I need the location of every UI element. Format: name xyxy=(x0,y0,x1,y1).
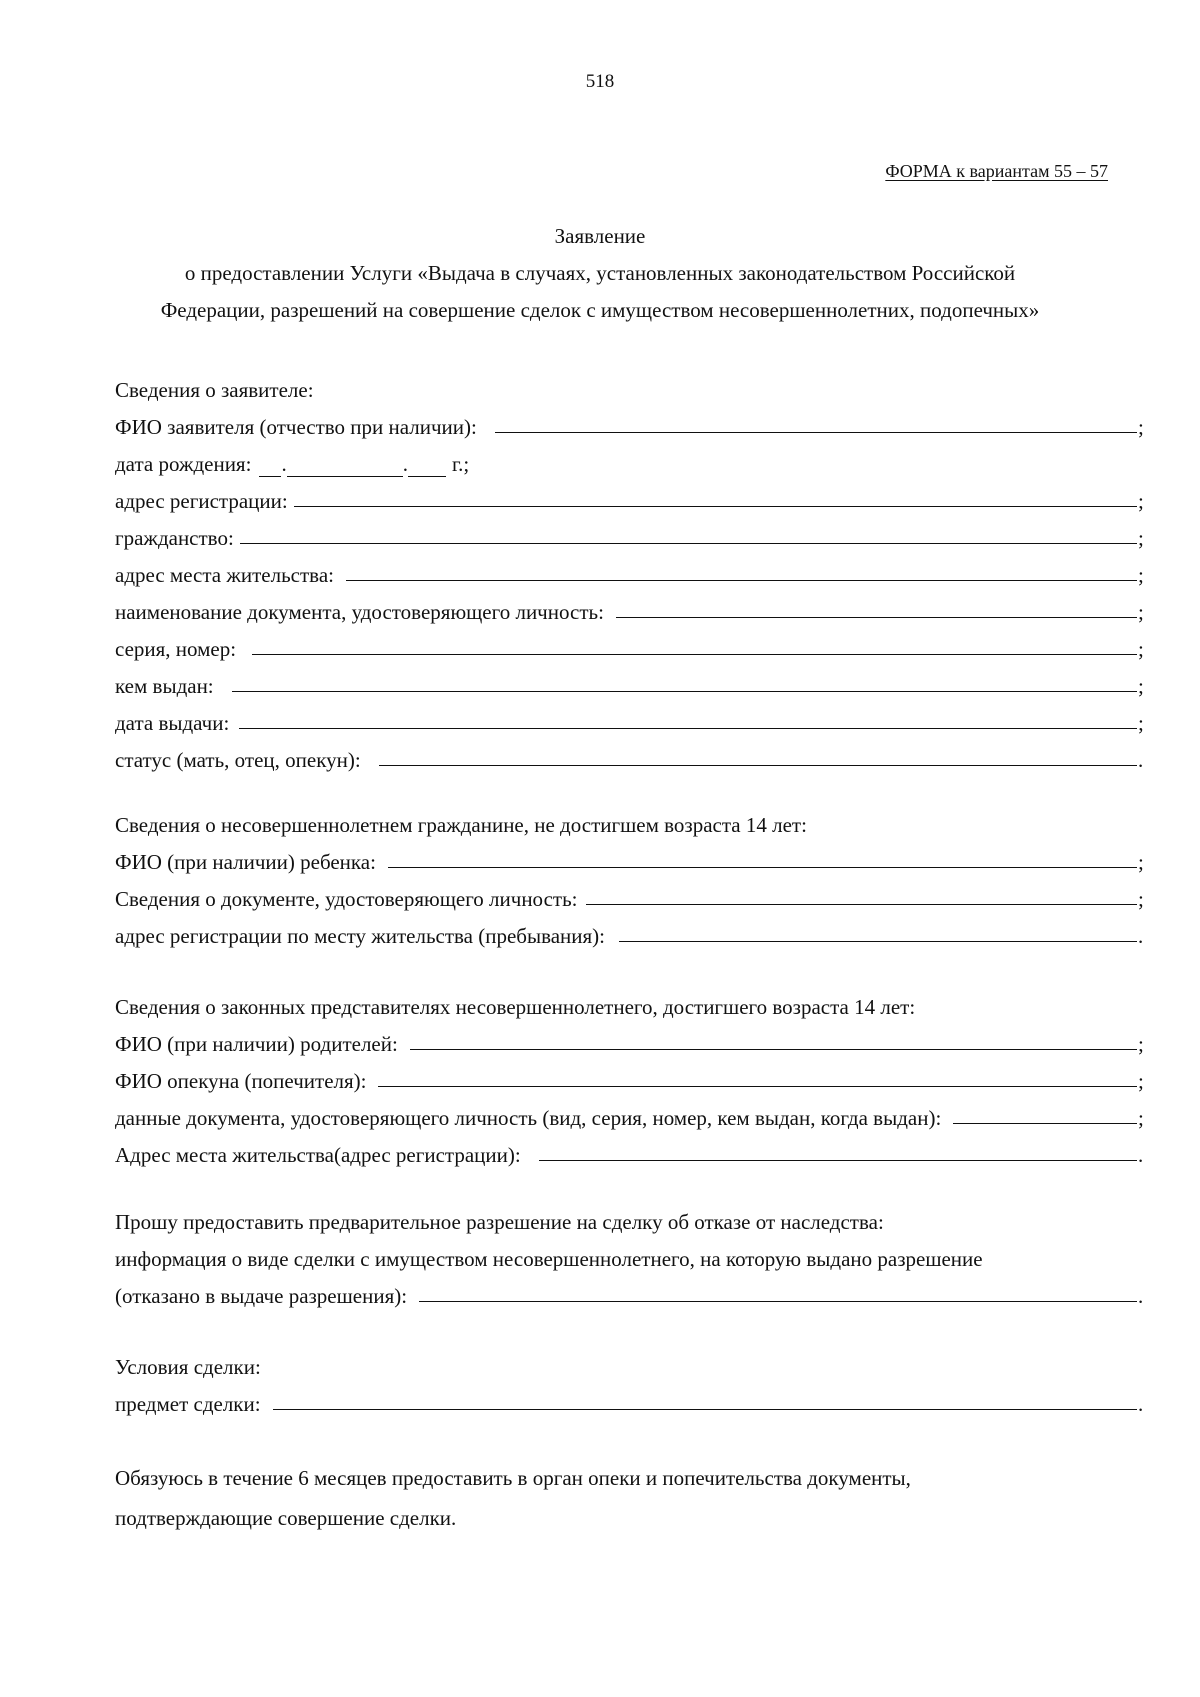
residence-address-row xyxy=(115,551,1147,588)
year-suffix: г.; xyxy=(451,452,470,476)
child-id-document-row xyxy=(115,875,1147,912)
period: . xyxy=(1138,1143,1144,1167)
minor-section xyxy=(115,801,1147,949)
citizenship-label: гражданство: xyxy=(115,526,234,550)
request-line-3-row xyxy=(115,1272,1147,1309)
representatives-section xyxy=(115,983,1147,1168)
subject-field[interactable] xyxy=(273,1387,1137,1410)
id-document-name-field[interactable] xyxy=(616,595,1137,618)
citizenship-field[interactable] xyxy=(240,521,1137,544)
semicolon: ; xyxy=(1138,637,1144,661)
id-document-name-label: наименование документа, удостоверяющего личность: xyxy=(115,600,604,624)
registration-address-label: адрес регистрации: xyxy=(115,489,288,513)
residence-address-label: адрес места жительства: xyxy=(115,563,334,587)
issue-date-field[interactable] xyxy=(239,706,1137,729)
semicolon: ; xyxy=(1138,563,1144,587)
child-id-document-label: Сведения о документе, удостоверяющего личность: xyxy=(115,887,578,911)
id-document-name-row xyxy=(115,588,1147,625)
rep-id-document-field[interactable] xyxy=(953,1101,1137,1124)
birth-year-field[interactable] xyxy=(408,456,446,477)
birth-day-field[interactable] xyxy=(259,456,281,477)
semicolon: ; xyxy=(1138,600,1144,624)
semicolon: ; xyxy=(1138,1032,1144,1056)
issue-date-row xyxy=(115,699,1147,736)
applicant-section xyxy=(115,366,1147,773)
title-line-1: Заявление xyxy=(554,224,646,248)
applicant-fio-row xyxy=(115,403,1147,440)
period: . xyxy=(1138,924,1144,948)
registration-address-field[interactable] xyxy=(294,484,1137,507)
semicolon: ; xyxy=(1138,1106,1144,1130)
series-number-field[interactable] xyxy=(252,632,1137,655)
request-line-2: информация о виде сделки с имуществом несовершеннолетнего, на которую выдано разрешение xyxy=(115,1247,983,1271)
residence-address-field[interactable] xyxy=(346,558,1137,581)
applicant-fio-label: ФИО заявителя (отчество при наличии): xyxy=(115,415,477,439)
semicolon: ; xyxy=(1138,674,1144,698)
issued-by-row xyxy=(115,662,1147,699)
subject-label: предмет сделки: xyxy=(115,1392,261,1416)
status-field[interactable] xyxy=(379,743,1137,766)
obligation-section xyxy=(115,1451,1147,1531)
parents-fio-field[interactable] xyxy=(410,1027,1137,1050)
child-fio-label: ФИО (при наличии) ребенка: xyxy=(115,850,376,874)
semicolon: ; xyxy=(1138,526,1144,550)
obligation-line-2: подтверждающие совершение сделки. xyxy=(115,1506,457,1530)
birth-date-row xyxy=(115,440,1147,477)
document-title xyxy=(0,218,1200,329)
child-id-document-field[interactable] xyxy=(586,882,1138,905)
semicolon: ; xyxy=(1138,711,1144,735)
birth-date-label: дата рождения: xyxy=(115,452,252,476)
child-fio-row xyxy=(115,838,1147,875)
period: . xyxy=(1138,1392,1144,1416)
period: . xyxy=(1138,748,1144,772)
child-address-row xyxy=(115,912,1147,949)
page-number: 518 xyxy=(585,71,615,92)
conditions-section xyxy=(115,1343,1147,1417)
subject-row xyxy=(115,1380,1147,1417)
title-line-2: о предоставлении Услуги «Выдача в случаях, установленных законодательством Российской xyxy=(184,261,1016,285)
semicolon: ; xyxy=(1138,1069,1144,1093)
period: . xyxy=(1138,1284,1144,1308)
dot: . xyxy=(281,452,287,476)
transaction-info-field[interactable] xyxy=(419,1279,1137,1302)
guardian-fio-label: ФИО опекуна (попечителя): xyxy=(115,1069,367,1093)
rep-address-field[interactable] xyxy=(539,1138,1137,1161)
series-number-label: серия, номер: xyxy=(115,637,237,661)
guardian-fio-row xyxy=(115,1057,1147,1094)
representatives-heading: Сведения о законных представителях несовершеннолетнего, достигшего возраста 14 лет: xyxy=(115,995,916,1019)
citizenship-row xyxy=(115,514,1147,551)
semicolon: ; xyxy=(1138,489,1144,513)
child-address-label: адрес регистрации по месту жительства (пребывания): xyxy=(115,924,606,948)
semicolon: ; xyxy=(1138,415,1144,439)
semicolon: ; xyxy=(1138,887,1144,911)
issued-by-label: кем выдан: xyxy=(115,674,214,698)
rep-id-document-row xyxy=(115,1094,1147,1131)
applicant-heading: Сведения о заявителе: xyxy=(115,378,314,402)
rep-id-document-label: данные документа, удостоверяющего личность (вид, серия, номер, кем выдан, когда выдан): xyxy=(115,1106,942,1130)
child-fio-field[interactable] xyxy=(388,845,1137,868)
parents-fio-label: ФИО (при наличии) родителей: xyxy=(115,1032,398,1056)
status-label: статус (мать, отец, опекун): xyxy=(115,748,361,772)
rep-address-label: Адрес места жительства(адрес регистрации): xyxy=(115,1143,521,1167)
minor-heading: Сведения о несовершеннолетнем гражданине, не достигшем возраста 14 лет: xyxy=(115,813,807,837)
rep-address-row xyxy=(115,1131,1147,1168)
parents-fio-row xyxy=(115,1020,1147,1057)
title-line-3: Федерации, разрешений на совершение сделок с имуществом несовершеннолетних, подопечных» xyxy=(160,298,1040,322)
guardian-fio-field[interactable] xyxy=(378,1064,1137,1087)
registration-address-row xyxy=(115,477,1147,514)
applicant-fio-field[interactable] xyxy=(495,410,1137,433)
child-address-field[interactable] xyxy=(619,919,1137,942)
request-line-3-label: (отказано в выдаче разрешения): xyxy=(115,1284,408,1308)
status-row xyxy=(115,736,1147,773)
conditions-heading: Условия сделки: xyxy=(115,1355,261,1379)
request-section xyxy=(115,1198,1147,1309)
dot: . xyxy=(402,452,408,476)
issue-date-label: дата выдачи: xyxy=(115,711,230,735)
series-number-row xyxy=(115,625,1147,662)
semicolon: ; xyxy=(1138,850,1144,874)
issued-by-field[interactable] xyxy=(232,669,1137,692)
form-reference: ФОРМА к вариантам 55 – 57 xyxy=(885,161,1108,181)
obligation-line-1: Обязуюсь в течение 6 месяцев предоставить в орган опеки и попечительства документы, xyxy=(115,1466,911,1490)
request-line-1: Прошу предоставить предварительное разрешение на сделку об отказе от наследства: xyxy=(115,1210,884,1234)
birth-month-field[interactable] xyxy=(287,456,403,477)
